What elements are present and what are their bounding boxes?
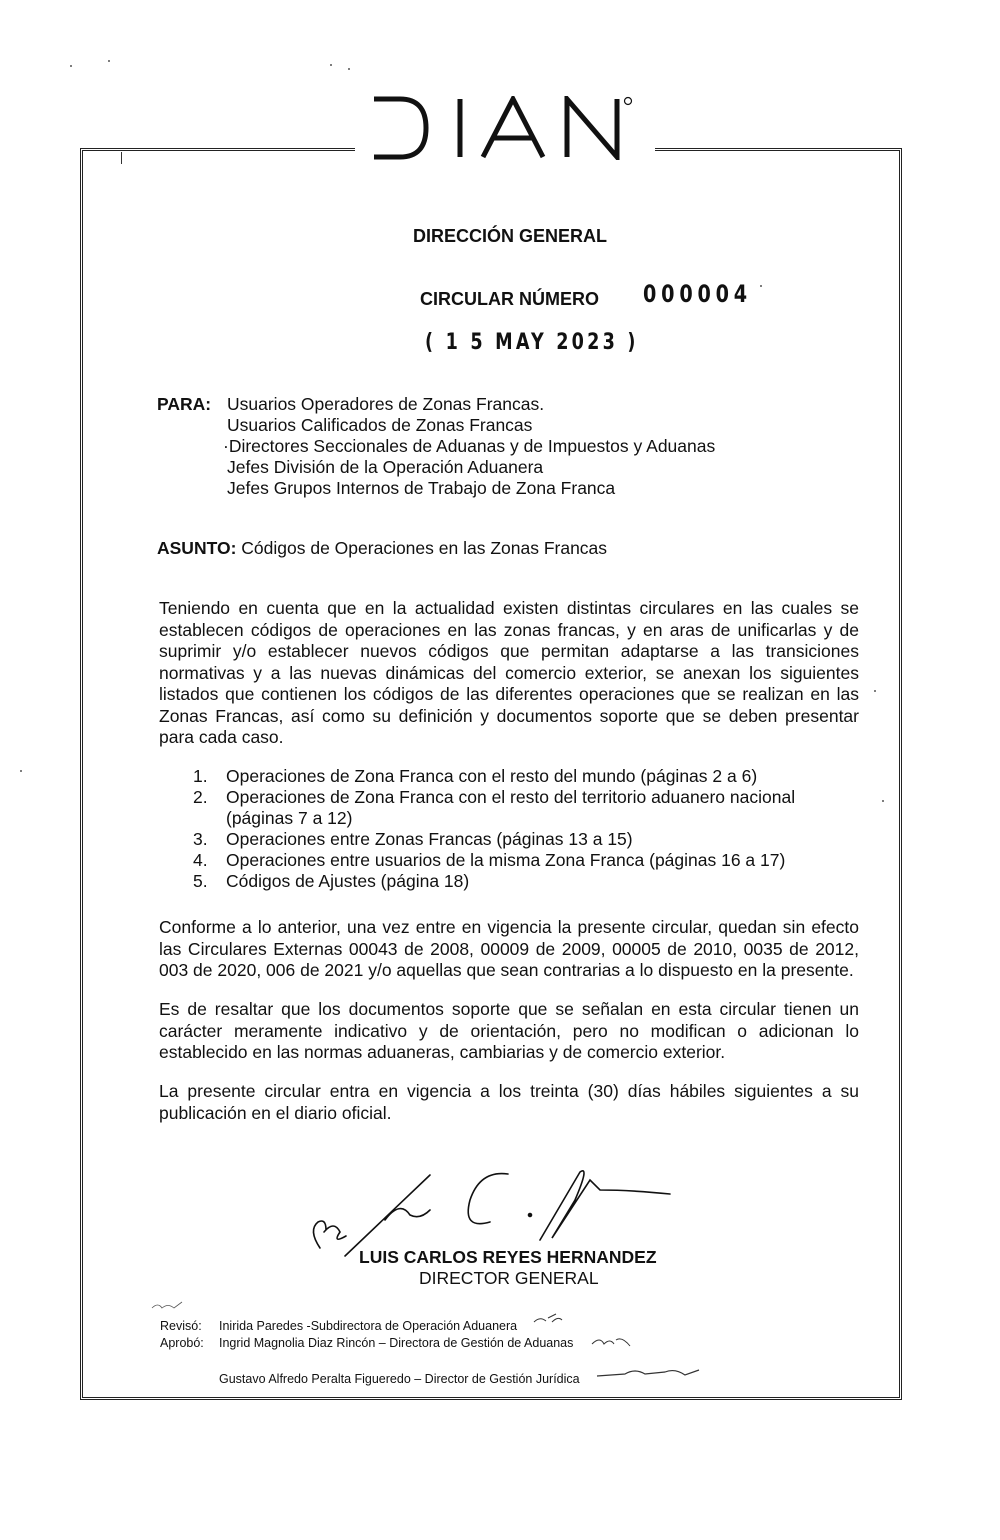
list-item-text: Operaciones de Zona Franca con el resto del mundo (páginas 2 a 6) [226,766,758,786]
initials-mark [313,1221,346,1248]
scan-artifact [760,285,762,287]
operations-list [193,766,853,892]
subject-text: Códigos de Operaciones en las Zonas Francas [241,538,608,558]
recipient-item: Usuarios Operadores de Zonas Francas. [227,394,545,414]
reviewed-by-text: Inirida Paredes -Subdirectora de Operación Aduanera [219,1319,518,1333]
approved-by-label: Aprobó: [160,1336,204,1350]
scan-artifact [348,68,350,70]
list-item-number: 2. [193,787,208,807]
para-label: PARA: [157,394,212,414]
list-item-text: Códigos de Ajustes (página 18) [226,871,470,891]
circular-number-stamp: 000004 [643,280,752,308]
list-item-text: Operaciones entre usuarios de la misma Zona Franca (páginas 16 a 17) [226,850,786,870]
recipient-item: Jefes Grupos Internos de Trabajo de Zona Franca [227,478,616,498]
approver-initials-mark [590,1334,634,1350]
validity-paragraph: La presente circular entra en vigencia a los treinta (30) días hábiles siguientes a su publicación en el diario oficial. [159,1081,859,1123]
frame-tick-mark [121,152,122,164]
intro-paragraph: Teniendo en cuenta que en la actualidad existen distintas circulares en las cuales se establecen códigos de operaciones en las zonas francas, y en aras de unificarlas y de suprimir y/o establecer nuevos códigos que permitan adaptarse a las transiciones normativas y a las nuevas dinámicas del comercio exterior, se anexan los siguientes listados que contienen los códigos de las diferentes operaciones que se realizan en las Zonas Francas, así como su definición y documentos soporte que se deben presentar para cada caso. [159,598,859,747]
logo-letter-d [374,99,426,157]
date-stamp: ( 1 5 MAY 2023 ) [425,330,639,355]
signatory-name: LUIS CARLOS REYES HERNANDEZ [359,1247,657,1267]
registered-mark-icon [625,98,632,105]
recipient-item: ·Directores Seccionales de Aduanas y de Impuestos y Aduanas [223,436,716,456]
margin-initials-mark [150,1300,190,1312]
list-item-text: Operaciones de Zona Franca con el resto del territorio aduanero nacional (páginas 7 a 12) [226,787,796,828]
reviewer-initials-mark [532,1312,592,1326]
signature-stroke-l [345,1175,430,1256]
disclaimer-paragraph: Es de resaltar que los documentos soporte que se señalan en esta circular tienen un carácter meramente indicativo y de orientación, pero no modifican o adicionan lo establecido en las normas aduaneras, cambiarias y de comercio exterior. [159,999,859,1062]
list-item-number: 5. [193,871,208,891]
list-item-number: 1. [193,766,208,786]
reviewed-by-label: Revisó: [160,1319,202,1333]
scan-artifact [108,60,110,62]
legal-director-text: Gustavo Alfredo Peralta Figueredo – Director de Gestión Jurídica [219,1372,580,1386]
circular-number-label: CIRCULAR NÚMERO [420,289,599,309]
list-item [193,850,853,871]
department-title: DIRECCIÓN GENERAL [413,226,608,246]
repeal-paragraph: Conforme a lo anterior, una vez entre en vigencia la presente circular, quedan sin efecto las Circulares Externas 00043 de 2008, 00009 de 2009, 00005 de 2010, 0035 de 2012, 003 de 2020, 006 de 2021 y/o aquellas que sean contrarias a lo dispuesto en la presente. [159,917,859,980]
scan-artifact [882,800,884,802]
scan-artifact [70,65,72,67]
list-item [193,829,853,850]
list-item-number: 4. [193,850,208,870]
scan-artifact [874,690,876,692]
legal-director-initials-mark [595,1366,705,1380]
scan-artifact [20,770,22,772]
logo-letter-a [483,99,543,157]
list-item [193,766,853,787]
signature-stroke-r [540,1171,670,1240]
signatory-title: DIRECTOR GENERAL [419,1268,599,1288]
scan-artifact [330,64,332,66]
signature-dot [529,1214,532,1217]
approved-by-text: Ingrid Magnolia Diaz Rincón – Directora de Gestión de Aduanas [219,1336,574,1350]
signature-stroke-c [468,1174,508,1224]
recipient-item: Jefes División de la Operación Aduanera [227,457,544,477]
list-item [193,871,853,892]
recipient-item: Usuarios Calificados de Zonas Francas [227,415,533,435]
subject-label: ASUNTO: [157,538,237,558]
subject-line [157,538,607,559]
list-item-number: 3. [193,829,208,849]
list-item [193,787,853,829]
para-section [157,394,211,415]
logo-letter-n [567,99,617,157]
recipients-list [223,394,716,499]
dian-logo [370,96,640,160]
list-item-text: Operaciones entre Zonas Francas (páginas 13 a 15) [226,829,633,849]
